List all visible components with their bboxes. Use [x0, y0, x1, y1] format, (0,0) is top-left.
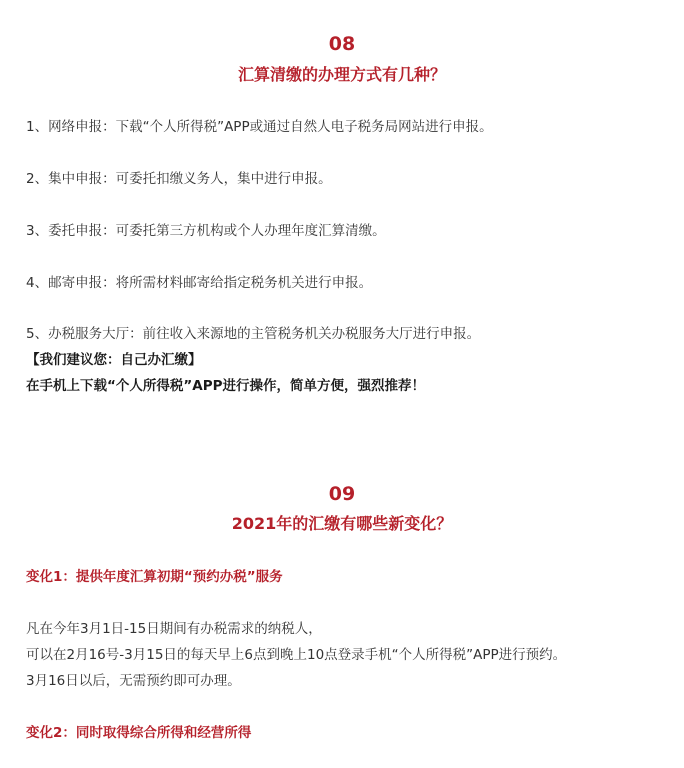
method-item-1: 1、网络申报：下载“个人所得税”APP或通过自然人电子税务局网站进行申报。: [26, 119, 493, 135]
method-item-5: 5、办税服务大厅：前往收入来源地的主管税务机关办税服务大厅进行申报。: [26, 326, 481, 342]
recommend-text: 在手机上下载“个人所得税”APP进行操作，简单方便，强烈推荐！: [26, 378, 425, 394]
method-item-2: 2、集中申报：可委托扣缴义务人，集中进行申报。: [26, 171, 332, 187]
section-09-title: 2021年的汇缴有哪些新变化？: [231, 514, 453, 533]
method-item-4: 4、邮寄申报：将所需材料邮寄给指定税务机关进行申报。: [26, 275, 373, 291]
section-08-number: 08: [328, 33, 356, 55]
change-1-line-3: 3月16日以后，无需预约即可办理。: [26, 673, 241, 689]
change-1-line-2: 可以在2月16号-3月15日的每天早上6点到晚上10点登录手机“个人所得税”APP进行预约。: [26, 647, 567, 663]
section-08-title: 汇算清缴的办理方式有几种？: [237, 65, 446, 84]
recommend-heading: 【我们建议您：自己办汇缴】: [26, 352, 202, 368]
change-1-line-1: 凡在今年3月1日-15日期间有办税需求的纳税人，: [26, 621, 322, 637]
section-09-number: 09: [328, 483, 356, 505]
change-1-heading: 变化1：提供年度汇算初期“预约办税”服务: [26, 569, 283, 585]
method-item-3: 3、委托申报：可委托第三方机构或个人办理年度汇算清缴。: [26, 223, 386, 239]
change-2-heading: 变化2：同时取得综合所得和经营所得: [26, 725, 252, 741]
